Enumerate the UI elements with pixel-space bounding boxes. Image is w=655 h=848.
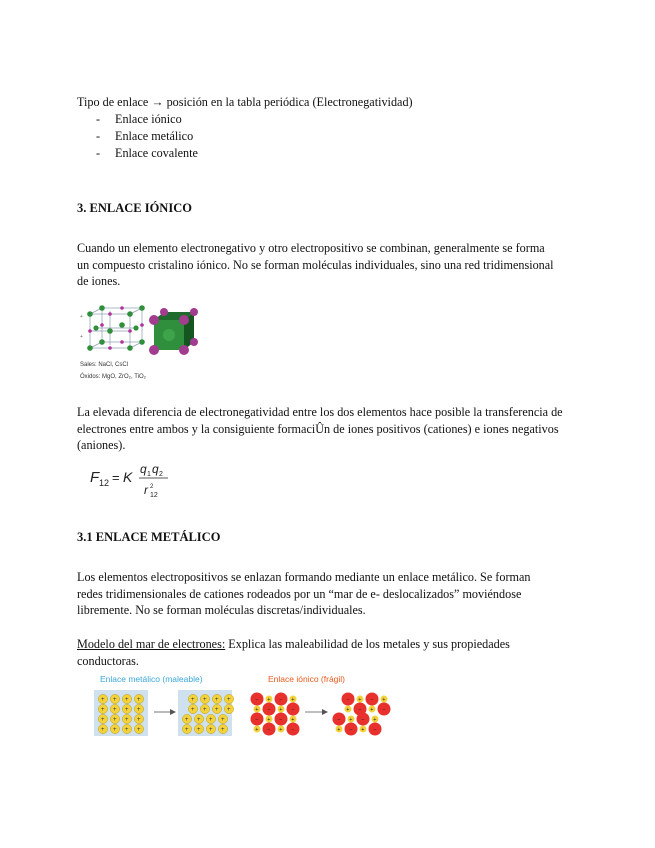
cation-sign: +	[101, 707, 105, 714]
anion-sign: −	[291, 727, 295, 733]
cation-sign: +	[137, 697, 141, 704]
cation-sign: +	[197, 727, 201, 734]
ionic-label: Enlace iónico (frágil)	[268, 674, 346, 684]
cation-sign: +	[191, 697, 195, 704]
cation-sign: +	[137, 717, 141, 724]
cation-sign: +	[346, 707, 350, 713]
cation-sign: +	[291, 717, 295, 723]
cation-sign: +	[113, 707, 117, 714]
metal-label: Enlace metálico (maleable)	[100, 674, 203, 684]
svg-text:K: K	[123, 469, 133, 485]
ionic-crystal-figure	[76, 304, 201, 384]
cation-sign: +	[291, 697, 295, 703]
svg-text:1: 1	[147, 471, 151, 478]
anion-sign: −	[279, 697, 283, 703]
anion-sign: −	[370, 697, 374, 703]
cation-sign: +	[337, 727, 341, 733]
anion-sign: −	[361, 717, 365, 723]
svg-text:=: =	[112, 470, 120, 485]
svg-text:q: q	[140, 462, 147, 476]
anion-sign: −	[291, 707, 295, 713]
cation-sign: +	[125, 707, 129, 714]
ionic-lattice-after	[333, 693, 391, 736]
svg-text:2: 2	[150, 484, 154, 490]
figure-caption: Óxidos: MgO, ZrO₂, TiO₂	[80, 374, 146, 380]
cation-sign: +	[215, 707, 219, 714]
svg-text:12: 12	[99, 478, 110, 488]
metal-lattice-before	[94, 690, 148, 736]
cation-sign: +	[221, 717, 225, 724]
cation-sign: +	[113, 697, 117, 704]
svg-text:12: 12	[150, 492, 158, 499]
anion-sign: −	[279, 717, 283, 723]
intro-line: Tipo de enlace → posición en la tabla periódica (Electronegatividad)	[77, 95, 413, 109]
cation-sign: +	[255, 727, 259, 733]
cation-sign: +	[101, 697, 105, 704]
cation-sign: +	[373, 717, 377, 723]
cation-sign: +	[125, 697, 129, 704]
model-title: Modelo del mar de electrones:	[77, 637, 226, 651]
cation-sign: +	[197, 717, 201, 724]
svg-text:2: 2	[159, 471, 163, 478]
cation-sign: +	[221, 727, 225, 734]
cation-sign: +	[279, 707, 283, 713]
cation-sign: +	[255, 707, 259, 713]
coulomb-formula	[88, 457, 178, 501]
svg-text:r: r	[144, 483, 148, 497]
cation-sign: +	[349, 717, 353, 723]
list-item: - Enlace iónico	[96, 112, 182, 126]
cation-sign: +	[101, 727, 105, 734]
list-item: - Enlace metálico	[96, 129, 194, 143]
cation-sign: +	[203, 707, 207, 714]
cation-sign: +	[267, 697, 271, 703]
bond-type-list	[96, 111, 198, 162]
cation-sign: +	[209, 717, 213, 724]
electron-sea-model	[77, 636, 547, 669]
model-text: Explica las maleabilidad de los metales y sus propiedades conductoras.	[77, 637, 510, 668]
cation-sign: +	[361, 727, 365, 733]
anion-sign: −	[382, 707, 386, 713]
cation-sign: +	[370, 707, 374, 713]
anion-sign: −	[255, 717, 259, 723]
cation-sign: +	[382, 697, 386, 703]
section-heading-metallic: 3.1 ENLACE METÁLICO	[77, 530, 221, 544]
cation-sign: +	[227, 707, 231, 714]
cation-sign: +	[113, 727, 117, 734]
anion-sign: −	[373, 727, 377, 733]
anion-sign: −	[267, 727, 271, 733]
cation-sign: +	[267, 717, 271, 723]
anion-sign: −	[358, 707, 362, 713]
cation-sign: +	[185, 717, 189, 724]
cation-sign: +	[125, 727, 129, 734]
cation-sign: +	[209, 727, 213, 734]
cation-sign: +	[137, 727, 141, 734]
cation-sign: +	[227, 697, 231, 704]
cation-sign: +	[113, 717, 117, 724]
cation-sign: +	[137, 707, 141, 714]
svg-text:+: +	[80, 314, 83, 320]
cation-sign: +	[101, 717, 105, 724]
cation-sign: +	[191, 707, 195, 714]
cation-sign: +	[279, 727, 283, 733]
anion-sign: −	[346, 697, 350, 703]
ionic-lattice-before	[251, 693, 300, 736]
malleability-figure	[90, 672, 400, 742]
anion-sign: −	[337, 717, 341, 723]
anion-sign: −	[267, 707, 271, 713]
figure-caption: Sales: NaCl, CsCl	[80, 362, 129, 368]
svg-text:F: F	[90, 469, 100, 486]
metallic-paragraph: Los elementos electropositivos se enlazan formando mediante un enlace metálico. Se forman redes tridimensionales de cationes rodeados por un “mar de e- deslocalizados” moviéndose libremente. No se forman moléculas discretas/individuales.	[77, 570, 531, 617]
cation-sign: +	[215, 697, 219, 704]
list-item: - Enlace covalente	[96, 146, 198, 160]
cation-sign: +	[185, 727, 189, 734]
section-heading-ionic: 3. ENLACE IÓNICO	[77, 201, 192, 215]
cation-sign: +	[203, 697, 207, 704]
ionic-paragraph: Cuando un elemento electronegativo y otro electropositivo se combinan, generalmente se forma un compuesto cristalino iónico. No se forman moléculas individuales, sino una red tridimensional de iones.	[77, 241, 554, 288]
metal-lattice-after	[178, 690, 234, 736]
svg-text:q: q	[152, 462, 159, 476]
anion-sign: −	[349, 727, 353, 733]
anion-sign: −	[255, 697, 259, 703]
ionic-paragraph-2: La elevada diferencia de electronegatividad entre los dos elementos hace posible la transferencia de electrones entre ambos y la consiguiente formaciÛn de iones positivos (cationes) e iones negativos (aniones).	[77, 405, 563, 452]
svg-text:+: +	[80, 334, 83, 340]
cation-sign: +	[125, 717, 129, 724]
cation-sign: +	[358, 697, 362, 703]
